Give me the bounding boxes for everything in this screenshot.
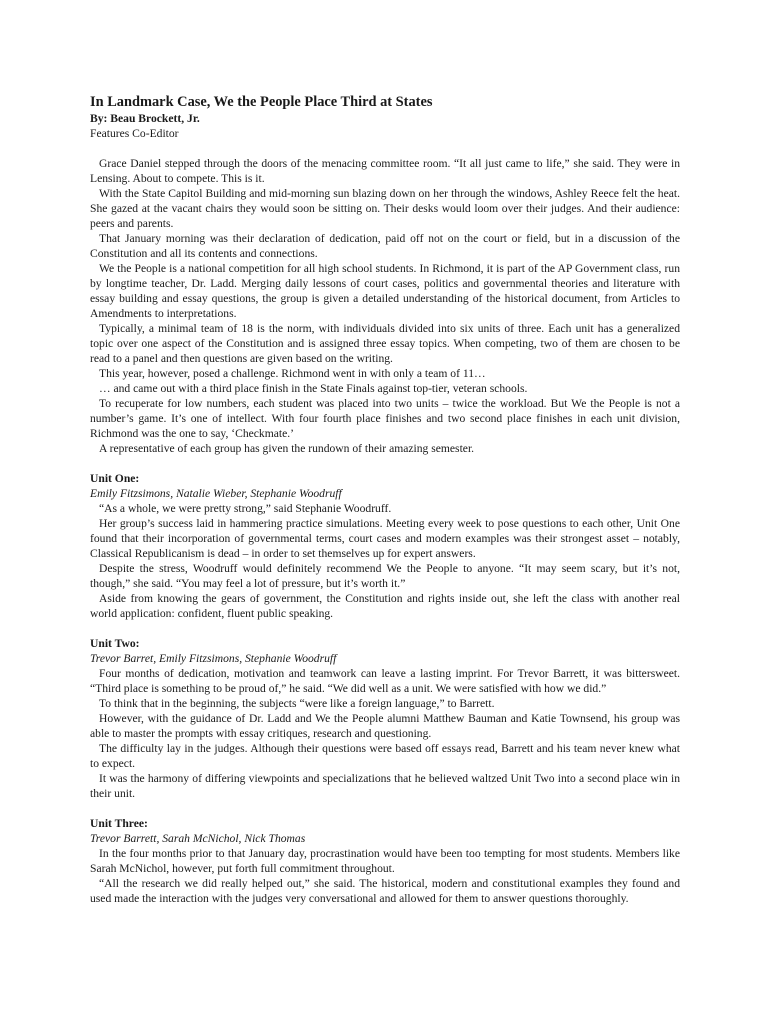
unit-two-section (90, 636, 680, 801)
unit-three-members: Trevor Barrett, Sarah McNichol, Nick Thomas (90, 832, 306, 845)
article-byline: By: Beau Brockett, Jr. (90, 112, 200, 125)
intro-paragraph: That January morning was their declaration of dedication, paid off not on the court or field, but in a discussion of the Constitution and all its contents and connections. (90, 232, 680, 260)
unit-three-paragraph: In the four months prior to that January day, procrastination would have been too tempting for most students. Members like Sarah McNichol, however, put forth full commitment throughout. (90, 847, 680, 875)
unit-two-paragraph: However, with the guidance of Dr. Ladd and We the People alumni Matthew Bauman and Katie Townsend, his group was able to master the prompts with essay critiques, research and questioning. (90, 712, 680, 740)
unit-three-paragraph: “All the research we did really helped out,” she said. The historical, modern and constitutional examples they found and used made the interaction with the judges very conversational and allowed for them to answer questions thoroughly. (90, 877, 680, 905)
intro-paragraph: A representative of each group has given the rundown of their amazing semester. (99, 442, 475, 455)
unit-one-members: Emily Fitzsimons, Natalie Wieber, Stephanie Woodruff (90, 487, 342, 500)
unit-two-paragraph: It was the harmony of differing viewpoints and specializations that he believed waltzed Unit Two into a second place win in their unit. (90, 772, 680, 800)
unit-two-heading: Unit Two: (90, 637, 140, 650)
unit-one-paragraph: “As a whole, we were pretty strong,” said Stephanie Woodruff. (99, 502, 392, 515)
article-page (90, 93, 680, 906)
unit-three-section (90, 816, 680, 906)
article-intro (90, 156, 680, 456)
unit-one-paragraph: Her group’s success laid in hammering practice simulations. Meeting every week to pose questions to each other, Unit One found that their incorporation of governmental terms, court cases and modern examples was their strongest asset – notably, Classical Republicanism is dead – in order to set themselves up for expert answers. (90, 517, 680, 560)
unit-two-paragraph: Four months of dedication, motivation and teamwork can leave a lasting imprint. For Trevor Barrett, it was bittersweet. “Third place is something to be proud of,” he said. “We did well as a unit. We were satisfied with how we did.” (90, 667, 680, 695)
unit-two-members: Trevor Barret, Emily Fitzsimons, Stephanie Woodruff (90, 652, 337, 665)
unit-one-paragraph: Despite the stress, Woodruff would definitely recommend We the People to anyone. “It may seem scary, but it’s not, though,” she said. “You may feel a lot of pressure, but it’s worth it.” (90, 562, 680, 590)
unit-one-heading: Unit One: (90, 472, 140, 485)
intro-paragraph: … and came out with a third place finish in the State Finals against top-tier, veteran schools. (99, 382, 528, 395)
intro-paragraph: Typically, a minimal team of 18 is the norm, with individuals divided into six units of three. Each unit has a generalized topic over one aspect of the Constitution and is assigned three essay topics. When competing, two of them are chosen to be read to a panel and then questions are given based on the writing. (90, 322, 680, 365)
intro-paragraph: We the People is a national competition for all high school students. In Richmond, it is part of the AP Government class, run by longtime teacher, Dr. Ladd. Merging daily lessons of court cases, politics and governmental theories and literature with essay building and essay questions, the group is given a detailed understanding of the historical document, from Articles to Amendments to interpretations. (90, 262, 680, 320)
unit-two-paragraph: To think that in the beginning, the subjects “were like a foreign language,” to Barrett. (99, 697, 495, 710)
unit-one-section (90, 471, 680, 621)
intro-paragraph: With the State Capitol Building and mid-morning sun blazing down on her through the windows, Ashley Reece felt the heat. She gazed at the vacant chairs they would soon be sitting on. Their desks would loom over their judges. And their audience: peers and parents. (90, 187, 680, 230)
author-role: Features Co-Editor (90, 127, 179, 140)
intro-paragraph: This year, however, posed a challenge. Richmond went in with only a team of 11… (99, 367, 486, 380)
intro-paragraph: Grace Daniel stepped through the doors of the menacing committee room. “It all just came to life,” she said. They were in Lensing. About to compete. This is it. (90, 157, 680, 185)
article-title: In Landmark Case, We the People Place Third at States (90, 94, 433, 110)
intro-paragraph: To recuperate for low numbers, each student was placed into two units – twice the workload. But We the People is not a number’s game. It’s one of intellect. With four fourth place finishes and two second place finishes in each unit division, Richmond was the one to say, ‘Checkmate.’ (90, 397, 680, 440)
unit-one-paragraph: Aside from knowing the gears of government, the Constitution and rights inside out, she left the class with another real world application: confident, fluent public speaking. (90, 592, 680, 620)
unit-two-paragraph: The difficulty lay in the judges. Although their questions were based off essays read, Barrett and his team never knew what to expect. (90, 742, 680, 770)
unit-three-heading: Unit Three: (90, 817, 148, 830)
